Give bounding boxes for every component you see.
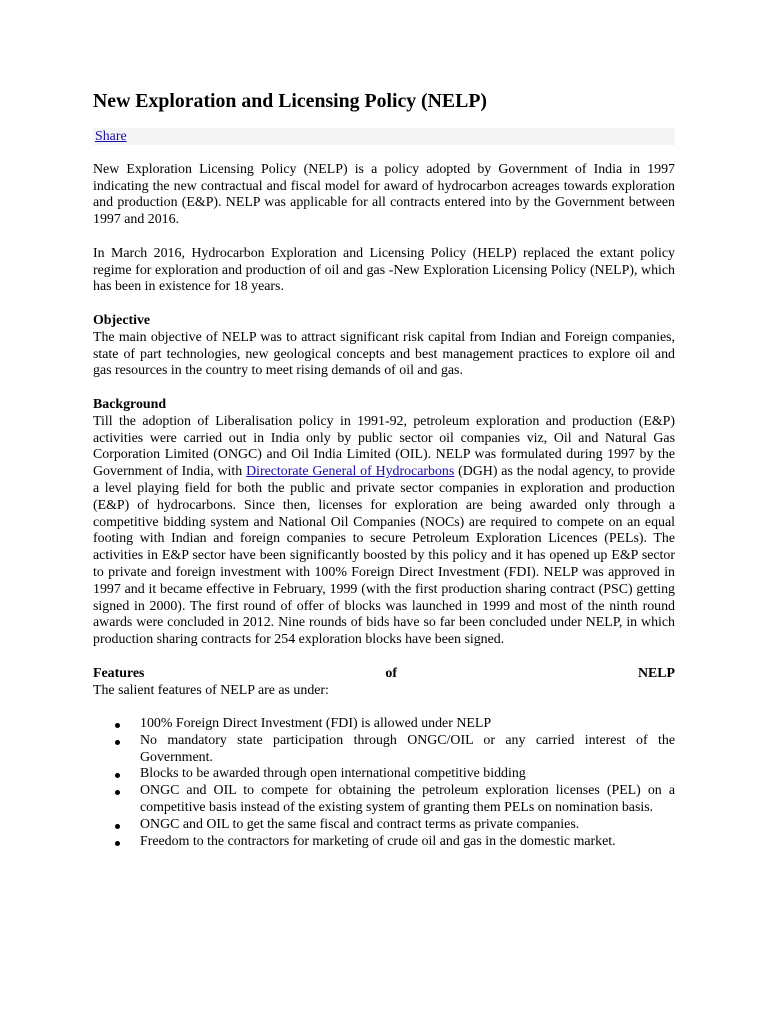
background-text bbox=[93, 414, 675, 649]
intro-paragraph-1: New Exploration Licensing Policy (NELP) is a policy adopted by Government of India in 1997 indicating the new contractual and fiscal model for award of hydrocarbon acreages towards exploration and production (E&P). NELP was applicable for all contracts entered into by the Government between 1997 and 2016. bbox=[93, 161, 675, 228]
dgh-link[interactable]: Directorate General of Hydrocarbons bbox=[246, 464, 455, 480]
spacer bbox=[93, 145, 675, 162]
list-item: 100% Foreign Direct Investment (FDI) is allowed under NELP bbox=[93, 716, 675, 733]
list-item: Blocks to be awarded through open international competitive bidding bbox=[93, 766, 675, 783]
document-page bbox=[93, 88, 675, 850]
share-link[interactable]: Share bbox=[95, 129, 127, 144]
background-heading: Background bbox=[93, 396, 167, 412]
features-heading bbox=[93, 666, 675, 683]
features-heading-word: NELP bbox=[637, 665, 675, 681]
list-item: ONGC and OIL to compete for obtaining the petroleum exploration licenses (PEL) on a competitive basis instead of the existing system of granting them PELs on nomination basis. bbox=[93, 783, 675, 817]
features-heading-word: Features bbox=[93, 665, 145, 681]
list-item: Freedom to the contractors for marketing of crude oil and gas in the domestic market. bbox=[93, 834, 675, 851]
spacer bbox=[93, 649, 675, 666]
spacer bbox=[93, 380, 675, 397]
objective-heading: Objective bbox=[93, 312, 151, 328]
spacer bbox=[93, 699, 675, 716]
features-intro: The salient features of NELP are as under: bbox=[93, 682, 329, 698]
features-heading-word: of bbox=[385, 665, 397, 681]
page-title: New Exploration and Licensing Policy (NELP) bbox=[93, 90, 487, 112]
spacer bbox=[93, 296, 675, 313]
list-item: No mandatory state participation through ONGC/OIL or any carried interest of the Government. bbox=[93, 733, 675, 767]
spacer bbox=[93, 229, 675, 246]
list-item: ONGC and OIL to get the same fiscal and contract terms as private companies. bbox=[93, 817, 675, 834]
features-list bbox=[93, 716, 675, 850]
share-bar bbox=[93, 128, 675, 145]
background-text-part-2: (DGH) as the nodal agency, to provide a level playing field for both the public and private sector companies in exploration and production (E&P) of hydrocarbons. Since then, licenses for exploration are being awarded only through a competitive bidding system and National Oil Companies (NOCs) are required to compete on an equal footing with Indian and foreign companies to secure Petroleum Exploration Licences (PELs). The activities in E&P sector have been significantly boosted by this policy and it has opened up E&P sector to private and foreign investment with 100% Foreign Direct Investment (FDI). NELP was approved in 1997 and it became effective in February, 1999 (with the first production sharing contract (PSC) getting signed in 2000). The first round of offer of blocks was launched in 1999 and most of the ninth round awards were concluded in 2012. Nine rounds of bids have so far been concluded under NELP, in which production sharing contracts for 254 exploration blocks have been signed. bbox=[93, 464, 675, 648]
background-text-part-1: Till the adoption of Liberalisation policy in 1991-92, petroleum exploration and production (E&P) activities were carried out in India only by public sector oil companies viz, Oil and Natural Gas Corporation Limited (ONGC) and Oil India Limited (OIL). NELP was formulated during 1997 by the Government of India, with bbox=[93, 413, 675, 480]
intro-paragraph-2: In March 2016, Hydrocarbon Exploration and Licensing Policy (HELP) replaced the extant policy regime for exploration and production of oil and gas -New Exploration Licensing Policy (NELP), which has been in existence for 18 years. bbox=[93, 245, 675, 295]
objective-text: The main objective of NELP was to attract significant risk capital from Indian and Foreign companies, state of part technologies, new geological concepts and best management practices to explore oil and gas resources in the country to meet rising demands of oil and gas. bbox=[93, 329, 675, 379]
